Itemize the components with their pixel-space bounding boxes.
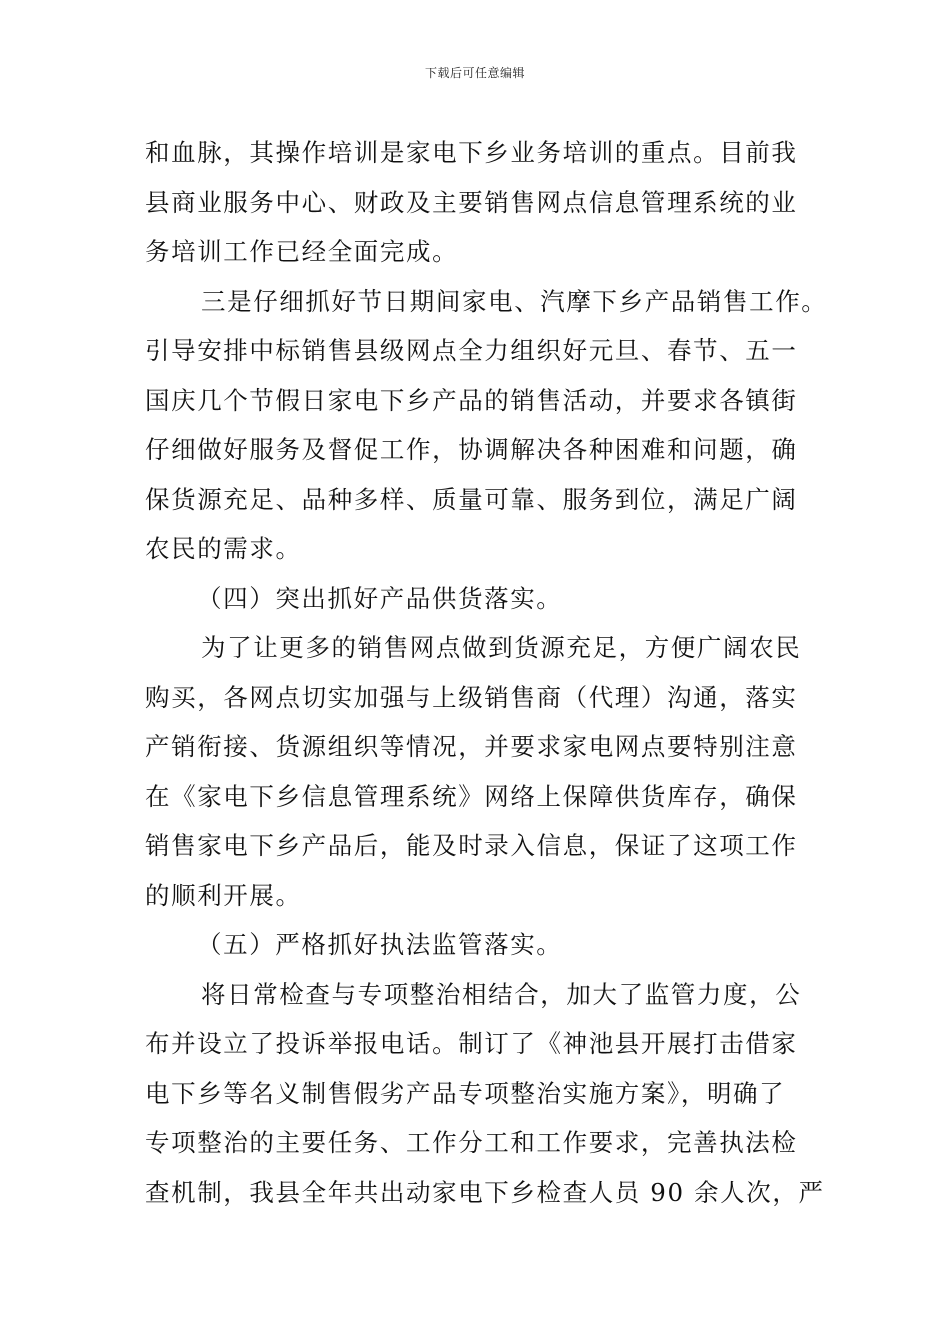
text-line: 保货源充足、品种多样、质量可靠、服务到位，满足广阔 — [145, 484, 798, 514]
text-line: 县商业服务中心、财政及主要销售网点信息管理系统的业 — [145, 187, 798, 217]
text-line: 务培训工作已经全面完成。 — [145, 237, 459, 266]
text-line: 布并设立了投诉举报电话。制订了《神池县开展打击借家 — [145, 1029, 798, 1058]
text-line: 和血脉，其操作培训是家电下乡业务培训的重点。目前我 — [145, 138, 798, 167]
text-line: 专项整治的主要任务、工作分工和工作要求，完善执法检 — [145, 1128, 798, 1157]
paragraph-first-line: 三是仔细抓好节日期间家电、汽摩下乡产品销售工作。 — [201, 286, 828, 316]
text-line: 的顺利开展。 — [145, 880, 302, 910]
text-line: 查机制，我县全年共出动家电下乡检查人员 90 余人次，严 — [145, 1177, 825, 1207]
page-header: 下载后可任意编辑 — [424, 66, 525, 80]
text-line: 销售家电下乡产品后，能及时录入信息，保证了这项工作 — [145, 831, 798, 860]
section-heading-5: （五）严格抓好执法监管落实。 — [197, 930, 563, 959]
section-heading-4: （四）突出抓好产品供货落实。 — [197, 583, 563, 613]
paragraph-first-line: 为了让更多的销售网点做到货源充足，方便广阔农民 — [201, 633, 802, 662]
text-line: 仔细做好服务及督促工作，协调解决各种困难和问题，确 — [145, 435, 798, 464]
paragraph-first-line: 将日常检查与专项整治相结合，加大了监管力度，公 — [201, 979, 802, 1009]
text-line: 购买，各网点切实加强与上级销售商（代理）沟通，落实 — [145, 682, 798, 712]
text-line: 产销衔接、货源组织等情况，并要求家电网点要特别注意 — [145, 732, 798, 761]
body-text — [145, 128, 828, 1217]
text-line: 国庆几个节假日家电下乡产品的销售活动，并要求各镇街 — [145, 385, 798, 415]
text-line: 在《家电下乡信息管理系统》网络上保障供货库存，确保 — [145, 781, 798, 811]
text-line: 电下乡等名义制售假劣产品专项整治实施方案》，明确了 — [145, 1078, 786, 1108]
text-line: 引导安排中标销售县级网点全力组织好元旦、春节、五一 — [145, 336, 798, 365]
text-line: 农民的需求。 — [145, 534, 302, 563]
